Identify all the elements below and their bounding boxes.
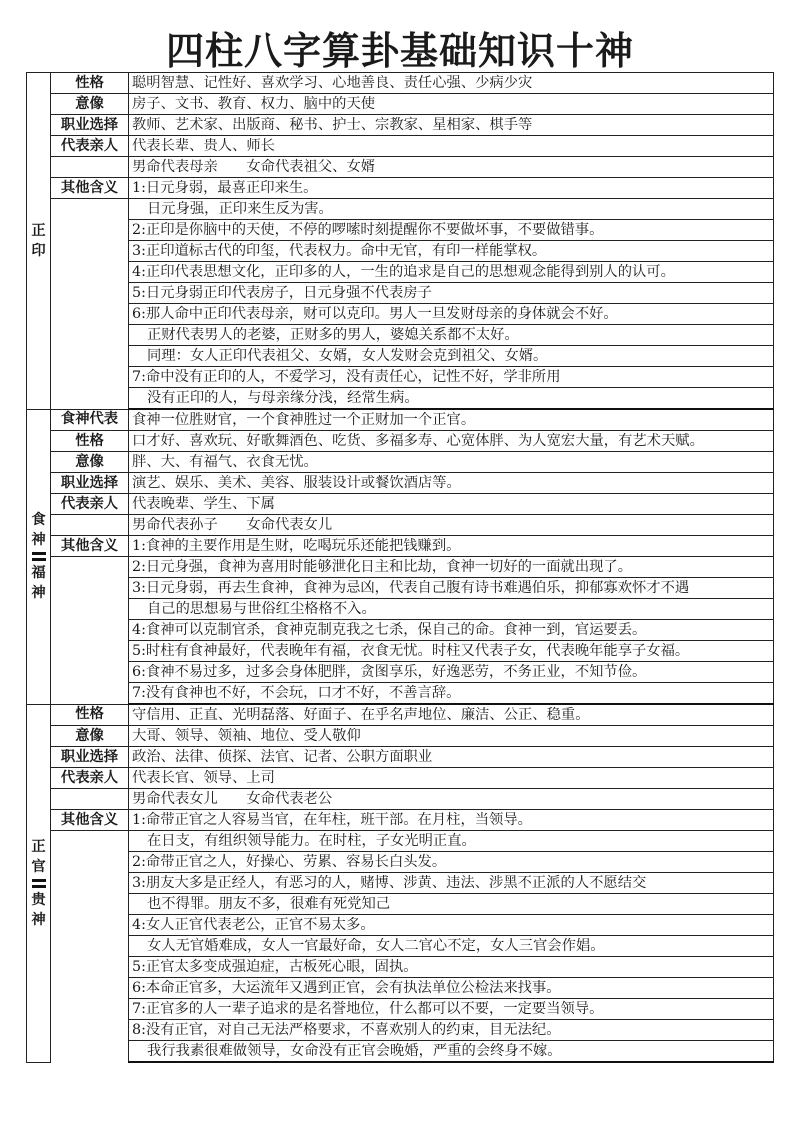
row-text: 代表长辈、贵人、师长 (129, 136, 774, 157)
table-row (27, 115, 774, 136)
row-text: 日元身强，正印来生反为害。 (129, 199, 774, 220)
table-row (27, 957, 774, 978)
table-row (27, 262, 774, 283)
row-label (51, 789, 129, 810)
table-row (27, 831, 774, 852)
row-label (51, 662, 129, 683)
section-name-bottom: 印 (31, 242, 46, 259)
row-label (51, 978, 129, 999)
table-row (27, 94, 774, 115)
table-row (27, 409, 774, 431)
section-name-top: 正官 (31, 838, 46, 875)
equals-sign-icon (32, 879, 46, 888)
row-label (51, 557, 129, 578)
page-title: 四柱八字算卦基础知识十神 (165, 29, 634, 73)
row-text: 没有正印的人，与母亲缘分浅，经常生病。 (129, 388, 774, 410)
row-text: 守信用、正直、光明磊落、好面子、在乎名声地位、廉洁、公正、稳重。 (129, 704, 774, 726)
row-label (51, 873, 129, 894)
row-text: 1:日元身弱，最喜正印来生。 (129, 178, 774, 199)
table-row (27, 473, 774, 494)
table-row (27, 999, 774, 1020)
table-row (27, 220, 774, 241)
row-label (51, 852, 129, 873)
table-row (27, 241, 774, 262)
row-label (51, 831, 129, 852)
row-label (51, 220, 129, 241)
table-row (27, 431, 774, 452)
row-text: 2:正印是你脑中的天使，不停的啰嗦时刻提醒你不要做坏事，不要做错事。 (129, 220, 774, 241)
row-text: 3:日元身弱，再去生食神，食神为忌凶，代表自己腹有诗书难遇伯乐，抑郁寡欢怀才不遇 (129, 578, 774, 599)
row-label (51, 620, 129, 641)
row-label (51, 641, 129, 662)
table-row (27, 304, 774, 325)
table-row (27, 747, 774, 768)
table-row (27, 1020, 774, 1041)
table-row (27, 136, 774, 157)
table-row (27, 726, 774, 747)
row-label (51, 936, 129, 957)
row-text: 演艺、娱乐、美术、美容、服装设计或餐饮酒店等。 (129, 473, 774, 494)
row-text: 5:日元身弱正印代表房子，日元身强不代表房子 (129, 283, 774, 304)
row-text: 男命代表孙子 女命代表女儿 (129, 515, 774, 536)
row-label: 代表亲人 (51, 768, 129, 789)
equals-sign-icon (32, 552, 46, 561)
table-row (27, 367, 774, 388)
row-text: 1:食神的主要作用是生财，吃喝玩乐还能把钱赚到。 (129, 536, 774, 557)
table-row (27, 768, 774, 789)
row-label: 食神代表 (51, 409, 129, 431)
row-label (51, 388, 129, 410)
row-label: 意像 (51, 94, 129, 115)
row-label: 性格 (51, 431, 129, 452)
row-text: 聪明智慧、记性好、喜欢学习、心地善良、责任心强、少病少灾 (129, 73, 774, 94)
row-label: 其他含义 (51, 810, 129, 831)
row-label: 其他含义 (51, 178, 129, 199)
row-text: 食神一位胜财官，一个食神胜过一个正财加一个正官。 (129, 409, 774, 431)
table-row (27, 346, 774, 367)
row-text: 5:时柱有食神最好，代表晚年有福，衣食无忧。时柱又代表子女，代表晚年能享子女福。 (129, 641, 774, 662)
row-label: 意像 (51, 452, 129, 473)
table-row (27, 515, 774, 536)
table-row (27, 704, 774, 726)
row-text: 2:命带正官之人，好操心、劳累、容易长白头发。 (129, 852, 774, 873)
row-label (51, 578, 129, 599)
table-row (27, 578, 774, 599)
section-name-bottom: 福神 (31, 565, 46, 601)
table-row (27, 199, 774, 220)
row-text: 我行我素很难做领导，女命没有正官会晚婚，严重的会终身不嫁。 (129, 1041, 774, 1063)
table-row (27, 536, 774, 557)
row-text: 4:食神可以克制官杀，食神克制克我之七杀，保自己的命。食神一到，官运要丢。 (129, 620, 774, 641)
table-row (27, 852, 774, 873)
section-name-top: 食神 (31, 512, 46, 548)
row-text: 同理：女人正印代表祖父、女婿，女人发财会克到祖父、女婿。 (129, 346, 774, 367)
table-row (27, 494, 774, 515)
row-label (51, 599, 129, 620)
table-row (27, 325, 774, 346)
row-text: 4:女人正官代表老公，正官不易太多。 (129, 915, 774, 936)
row-text: 5:正官太多变成强迫症，古板死心眼，固执。 (129, 957, 774, 978)
row-text: 房子、文书、教育、权力、脑中的天使 (129, 94, 774, 115)
row-label (51, 346, 129, 367)
table-row (27, 978, 774, 999)
table-row (27, 283, 774, 304)
table-row (27, 599, 774, 620)
table-row (27, 662, 774, 683)
row-text: 正财代表男人的老婆，正财多的男人，婆媳关系都不太好。 (129, 325, 774, 346)
section-name-bottom: 贵神 (31, 891, 46, 928)
row-text: 政治、法律、侦探、法官、记者、公职方面职业 (129, 747, 774, 768)
table-row (27, 620, 774, 641)
row-label (51, 1020, 129, 1041)
row-text: 大哥、领导、领袖、地位、受人敬仰 (129, 726, 774, 747)
table-row (27, 894, 774, 915)
row-text: 女人无官婚难成，女人一官最好命，女人二官心不定，女人三官会作娼。 (129, 936, 774, 957)
section-name (27, 704, 51, 1062)
table-row (27, 1041, 774, 1063)
row-text: 口才好、喜欢玩、好歌舞酒色、吃货、多福多寿、心宽体胖、为人宽宏大量，有艺术天赋。 (129, 431, 774, 452)
row-text: 6:那人命中正印代表母亲，财可以克印。男人一旦发财母亲的身体就会不好。 (129, 304, 774, 325)
table-row (27, 73, 774, 94)
row-label (51, 683, 129, 705)
row-text: 7:命中没有正印的人，不爱学习，没有责任心，记性不好，学非所用 (129, 367, 774, 388)
ten-gods-table (26, 72, 774, 1063)
row-text: 2:日元身强，食神为喜用时能够泄化日主和比劫，食神一切好的一面就出现了。 (129, 557, 774, 578)
row-label (51, 1041, 129, 1063)
row-text: 4:正印代表思想文化，正印多的人，一生的追求是自己的思想观念能得到别人的认可。 (129, 262, 774, 283)
row-text: 6:食神不易过多，过多会身体肥胖，贪图享乐，好逸恶劳，不务正业，不知节俭。 (129, 662, 774, 683)
row-label (51, 199, 129, 220)
row-text: 3:正印道标古代的印玺，代表权力。命中无官，有印一样能掌权。 (129, 241, 774, 262)
row-label (51, 999, 129, 1020)
row-text: 教师、艺术家、出版商、秘书、护士、宗教家、星相家、棋手等 (129, 115, 774, 136)
row-label: 其他含义 (51, 536, 129, 557)
row-label (51, 157, 129, 178)
section-name-top: 正 (31, 222, 46, 239)
row-text: 自己的思想易与世俗红尘格格不入。 (129, 599, 774, 620)
table-row (27, 915, 774, 936)
table-row (27, 936, 774, 957)
row-text: 胖、大、有福气、衣食无忧。 (129, 452, 774, 473)
row-text: 7:正官多的人一辈子追求的是名誉地位，什么都可以不要，一定要当领导。 (129, 999, 774, 1020)
table-row (27, 388, 774, 410)
row-text: 男命代表女儿 女命代表老公 (129, 789, 774, 810)
row-label (51, 241, 129, 262)
row-label (51, 515, 129, 536)
row-label: 意像 (51, 726, 129, 747)
table-row (27, 810, 774, 831)
row-label (51, 957, 129, 978)
row-text: 1:命带正官之人容易当官，在年柱，班干部。在月柱，当领导。 (129, 810, 774, 831)
row-label (51, 325, 129, 346)
row-label: 性格 (51, 704, 129, 726)
row-label (51, 894, 129, 915)
section-name (27, 73, 51, 410)
table-row (27, 873, 774, 894)
row-text: 3:朋友大多是正经人，有恶习的人，赌博、涉黄、违法、涉黑不正派的人不愿结交 (129, 873, 774, 894)
row-text: 7:没有食神也不好，不会玩，口才不好，不善言辞。 (129, 683, 774, 705)
table-row (27, 557, 774, 578)
table-row (27, 178, 774, 199)
row-label: 代表亲人 (51, 494, 129, 515)
table-row (27, 452, 774, 473)
row-text: 8:没有正官，对自己无法严格要求，不喜欢别人的约束，目无法纪。 (129, 1020, 774, 1041)
row-text: 在日支，有组织领导能力。在时柱，子女光明正直。 (129, 831, 774, 852)
row-label: 代表亲人 (51, 136, 129, 157)
row-text: 代表晚辈、学生、下属 (129, 494, 774, 515)
row-text: 男命代表母亲 女命代表祖父、女婿 (129, 157, 774, 178)
row-label: 职业选择 (51, 115, 129, 136)
row-text: 也不得罪。朋友不多，很难有死党知己 (129, 894, 774, 915)
row-label: 职业选择 (51, 473, 129, 494)
section-name (27, 409, 51, 704)
table-row (27, 641, 774, 662)
table-row (27, 789, 774, 810)
row-label (51, 304, 129, 325)
row-label (51, 915, 129, 936)
row-text: 代表长官、领导、上司 (129, 768, 774, 789)
row-label (51, 262, 129, 283)
row-label: 职业选择 (51, 747, 129, 768)
row-label: 性格 (51, 73, 129, 94)
row-label (51, 283, 129, 304)
table-row (27, 683, 774, 705)
row-label (51, 367, 129, 388)
row-text: 6:本命正官多，大运流年又遇到正官，会有执法单位公检法来找事。 (129, 978, 774, 999)
table-row (27, 157, 774, 178)
